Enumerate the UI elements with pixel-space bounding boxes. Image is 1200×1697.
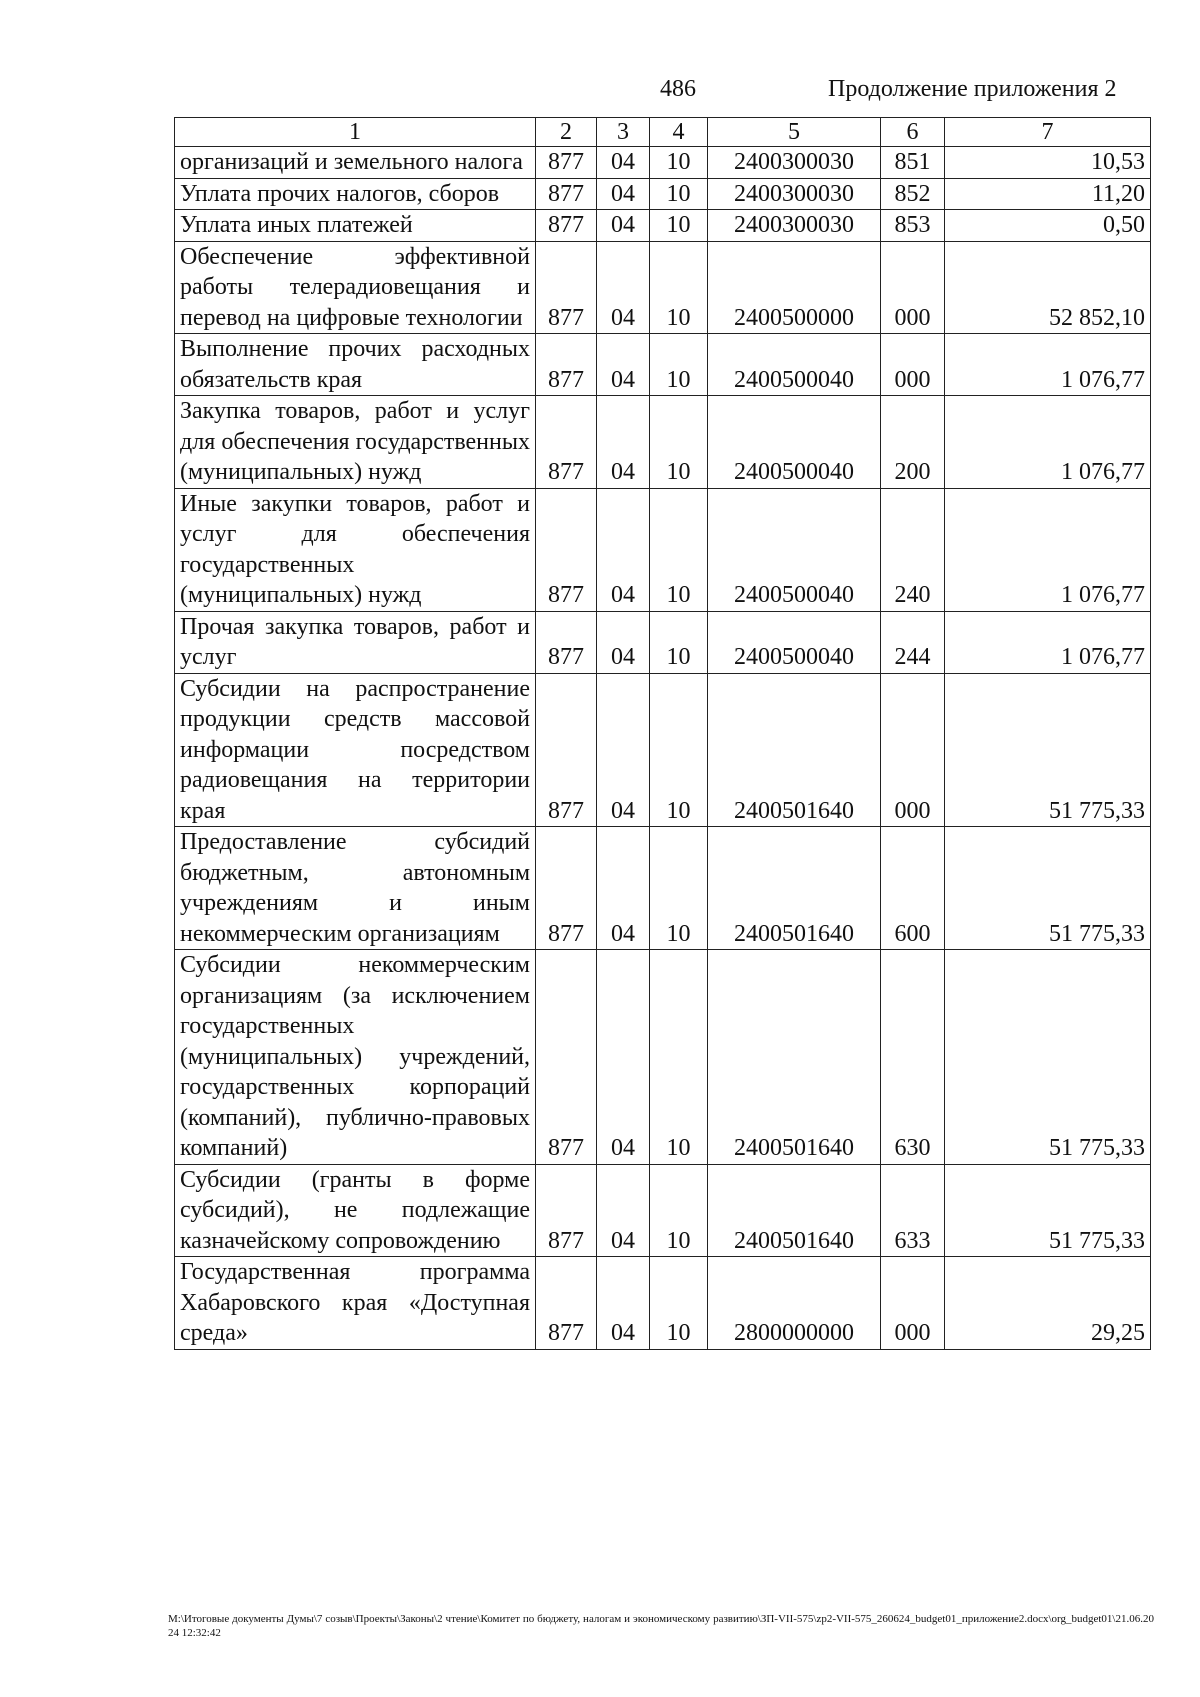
expense-type-cell: 853 [881,210,945,242]
table-row [175,396,1151,489]
amount-cell: 29,25 [945,1257,1151,1350]
amount-cell: 0,50 [945,210,1151,242]
target-article-cell: 2400300030 [708,178,881,210]
subsection-code-cell: 10 [650,1164,708,1257]
row-name-cell: Предоставление субсидий бюджетным, автономным учреждениям и иным некоммерческим организациям [175,827,536,950]
column-header-1: 1 [175,118,536,147]
section-code-cell: 04 [597,950,650,1165]
expense-type-cell: 600 [881,827,945,950]
ministry-code-cell: 877 [536,673,597,827]
amount-cell: 51 775,33 [945,950,1151,1165]
section-code-cell: 04 [597,241,650,334]
expense-type-cell: 633 [881,1164,945,1257]
row-name-cell: Субсидии на распространение продукции средств массовой информации посредством радиовещания на территории края [175,673,536,827]
expense-type-cell: 000 [881,241,945,334]
subsection-code-cell: 10 [650,488,708,611]
table-row [175,950,1151,1165]
amount-cell: 1 076,77 [945,396,1151,489]
amount-cell: 1 076,77 [945,488,1151,611]
amount-cell: 1 076,77 [945,611,1151,673]
table-row [175,147,1151,179]
row-name-cell: Уплата иных платежей [175,210,536,242]
expense-type-cell: 000 [881,334,945,396]
row-name-cell: Субсидии (гранты в форме субсидий), не подлежащие казначейскому сопровождению [175,1164,536,1257]
page-header [0,76,1200,110]
subsection-code-cell: 10 [650,241,708,334]
subsection-code-cell: 10 [650,950,708,1165]
amount-cell: 11,20 [945,178,1151,210]
table-row [175,241,1151,334]
table-row [175,1257,1151,1350]
table-row [175,334,1151,396]
section-code-cell: 04 [597,827,650,950]
subsection-code-cell: 10 [650,396,708,489]
table-row [175,673,1151,827]
section-code-cell: 04 [597,611,650,673]
ministry-code-cell: 877 [536,950,597,1165]
table-row [175,827,1151,950]
subsection-code-cell: 10 [650,210,708,242]
subsection-code-cell: 10 [650,1257,708,1350]
amount-cell: 1 076,77 [945,334,1151,396]
budget-table [174,117,1151,1350]
expense-type-cell: 240 [881,488,945,611]
target-article-cell: 2400300030 [708,147,881,179]
target-article-cell: 2400500040 [708,611,881,673]
table-row [175,488,1151,611]
target-article-cell: 2400500000 [708,241,881,334]
ministry-code-cell: 877 [536,611,597,673]
target-article-cell: 2400501640 [708,673,881,827]
section-code-cell: 04 [597,334,650,396]
subsection-code-cell: 10 [650,827,708,950]
section-code-cell: 04 [597,1164,650,1257]
target-article-cell: 2400500040 [708,396,881,489]
row-name-cell: Выполнение прочих расходных обязательств края [175,334,536,396]
section-code-cell: 04 [597,396,650,489]
target-article-cell: 2400500040 [708,334,881,396]
subsection-code-cell: 10 [650,673,708,827]
subsection-code-cell: 10 [650,334,708,396]
expense-type-cell: 852 [881,178,945,210]
ministry-code-cell: 877 [536,147,597,179]
ministry-code-cell: 877 [536,178,597,210]
target-article-cell: 2400500040 [708,488,881,611]
subsection-code-cell: 10 [650,178,708,210]
amount-cell: 51 775,33 [945,827,1151,950]
amount-cell: 51 775,33 [945,1164,1151,1257]
table-row [175,210,1151,242]
target-article-cell: 2400501640 [708,827,881,950]
target-article-cell: 2800000000 [708,1257,881,1350]
section-code-cell: 04 [597,147,650,179]
target-article-cell: 2400501640 [708,1164,881,1257]
table-row [175,178,1151,210]
section-code-cell: 04 [597,178,650,210]
amount-cell: 51 775,33 [945,673,1151,827]
ministry-code-cell: 877 [536,488,597,611]
expense-type-cell: 244 [881,611,945,673]
section-code-cell: 04 [597,1257,650,1350]
row-name-cell: Государственная программа Хабаровского края «Доступная среда» [175,1257,536,1350]
table-row [175,611,1151,673]
expense-type-cell: 851 [881,147,945,179]
section-code-cell: 04 [597,488,650,611]
expense-type-cell: 000 [881,673,945,827]
column-header-4: 4 [650,118,708,147]
section-code-cell: 04 [597,673,650,827]
row-name-cell: Иные закупки товаров, работ и услуг для обеспечения государственных (муниципальных) нужд [175,488,536,611]
amount-cell: 10,53 [945,147,1151,179]
ministry-code-cell: 877 [536,241,597,334]
row-name-cell: Обеспечение эффективной работы телерадиовещания и перевод на цифровые технологии [175,241,536,334]
ministry-code-cell: 877 [536,396,597,489]
section-code-cell: 04 [597,210,650,242]
row-name-cell: Прочая закупка товаров, работ и услуг [175,611,536,673]
column-header-3: 3 [597,118,650,147]
column-number-row [175,118,1151,147]
row-name-cell: Закупка товаров, работ и услуг для обеспечения государственных (муниципальных) нужд [175,396,536,489]
expense-type-cell: 630 [881,950,945,1165]
expense-type-cell: 000 [881,1257,945,1350]
ministry-code-cell: 877 [536,1257,597,1350]
column-header-5: 5 [708,118,881,147]
ministry-code-cell: 877 [536,827,597,950]
ministry-code-cell: 877 [536,210,597,242]
expense-type-cell: 200 [881,396,945,489]
continuation-label: Продолжение приложения 2 [828,76,1117,102]
ministry-code-cell: 877 [536,1164,597,1257]
subsection-code-cell: 10 [650,147,708,179]
row-name-cell: Уплата прочих налогов, сборов [175,178,536,210]
page-number: 486 [660,76,696,102]
column-header-7: 7 [945,118,1151,147]
ministry-code-cell: 877 [536,334,597,396]
amount-cell: 52 852,10 [945,241,1151,334]
column-header-2: 2 [536,118,597,147]
column-header-6: 6 [881,118,945,147]
row-name-cell: Субсидии некоммерческим организациям (за исключением государственных (муниципальных) учреждений, государственных корпораций (компаний), публично-правовых компаний) [175,950,536,1165]
table-row [175,1164,1151,1257]
subsection-code-cell: 10 [650,611,708,673]
file-path-footer: M:\Итоговые документы Думы\7 созыв\Проекты\Законы\2 чтение\Комитет по бюджету, налогам и экономическому развитию\ЗП-VII-575\zp2-VII-575_260624_budget01_приложение2.docx\org_budget01\21.06.2024 12:32:42 [168,1613,1154,1639]
target-article-cell: 2400300030 [708,210,881,242]
row-name-cell: организаций и земельного налога [175,147,536,179]
target-article-cell: 2400501640 [708,950,881,1165]
